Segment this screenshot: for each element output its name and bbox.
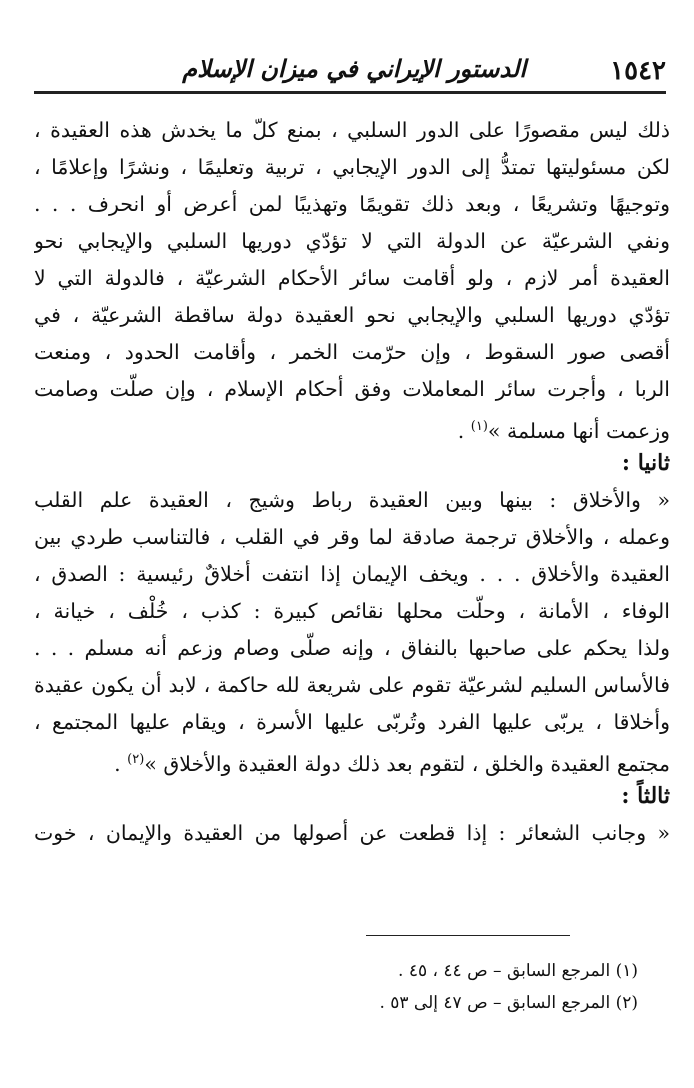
- text-line-end: .: [457, 418, 471, 443]
- header-rule: [34, 91, 666, 94]
- text-line: أقصى صور السقوط ، وإن حرّمت الخمر ، وأقامت الحدود ، ومنعت: [34, 340, 670, 364]
- page-number: ١٥٤٢: [610, 56, 666, 86]
- section-heading: ثالثاً :: [621, 783, 670, 809]
- footnote-separator: [366, 935, 570, 936]
- running-title: الدستور الإيراني في ميزان الإسلام: [182, 54, 526, 83]
- text-line: ذلك ليس مقصورًا على الدور السلبي ، بمنع كلّ ما يخدش هذه العقيدة ،: [34, 118, 670, 142]
- text-line: وتوجيهًا وتشريعًا ، وبعد ذلك تقويمًا وتهذيبًا لمن أعرض أو انحرف . . .: [34, 192, 670, 216]
- text-line-content: مجتمع العقيدة والخلق ، لتقوم بعد ذلك دولة العقيدة والأخلاق »: [144, 751, 670, 776]
- footnote: (١) المرجع السابق – ص ٤٤ ، ٤٥ .: [398, 961, 638, 981]
- text-line: العقيدة والأخلاق . . . ويخف الإيمان إذا انتفت أخلاقٌ رئيسية : الصدق ،: [34, 562, 670, 586]
- text-line: فالأساس السليم لشرعيّة تقوم على شريعة لله حاكمة ، لابد أن يكون عقيدة: [34, 673, 670, 697]
- text-line: وأخلاقا ، يربّى عليها الفرد وتُربّى عليها الأسرة ، ويقام عليها المجتمع ،: [34, 710, 670, 734]
- footnote-ref: (٢): [127, 752, 145, 767]
- text-line: لكن مسئوليتها تمتدُّ إلى الدور الإيجابي ، تربية وتعليمًا ، ونشرًا وإعلامًا ،: [34, 155, 670, 179]
- text-line: العقيدة أمر لازم ، ولو أقامت سائر الأحكام الشرعيّة ، فالدولة التي لا: [34, 266, 670, 290]
- text-line: تؤدّي دوريها السلبي والإيجابي نحو العقيدة دولة ساقطة الشرعيّة ، في: [34, 303, 670, 327]
- text-line: [34, 408, 670, 445]
- text-line: ولذا يحكم على صاحبها بالنفاق ، وإنه صلّى وصام وزعم أنه مسلم . . .: [34, 636, 670, 660]
- section-heading: ثانيا :: [621, 450, 670, 476]
- text-line-content: وزعمت أنها مسلمة »: [487, 418, 670, 443]
- page-header: [34, 48, 666, 94]
- text-line: الربا ، وأجرت سائر المعاملات وفق أحكام الإسلام ، وإن صلّت وصامت: [34, 377, 670, 401]
- text-line: الوفاء ، الأمانة ، وحلّت محلها نقائص كبيرة : كذب ، خُلْف ، خيانة ،: [34, 599, 670, 623]
- text-line: « والأخلاق : بينها وبين العقيدة رباط وشيج ، العقيدة علم القلب: [34, 488, 670, 512]
- page-body: [34, 112, 670, 852]
- text-line-end: .: [114, 751, 128, 776]
- footnotes: [78, 955, 638, 1019]
- footnote-ref: (١): [470, 419, 488, 434]
- text-line: [34, 741, 670, 778]
- text-line: « وجانب الشعائر : إذا قطعت عن أصولها من العقيدة والإيمان ، خوت: [34, 821, 670, 845]
- footnote: (٢) المرجع السابق – ص ٤٧ إلى ٥٣ .: [379, 993, 638, 1013]
- text-line: ونفي الشرعيّة عن الدولة التي لا تؤدّي دوريها السلبي والإيجابي نحو: [34, 229, 670, 253]
- text-line: وعمله ، والأخلاق ترجمة صادقة لما وقر في القلب ، فالتناسب طردي بين: [34, 525, 670, 549]
